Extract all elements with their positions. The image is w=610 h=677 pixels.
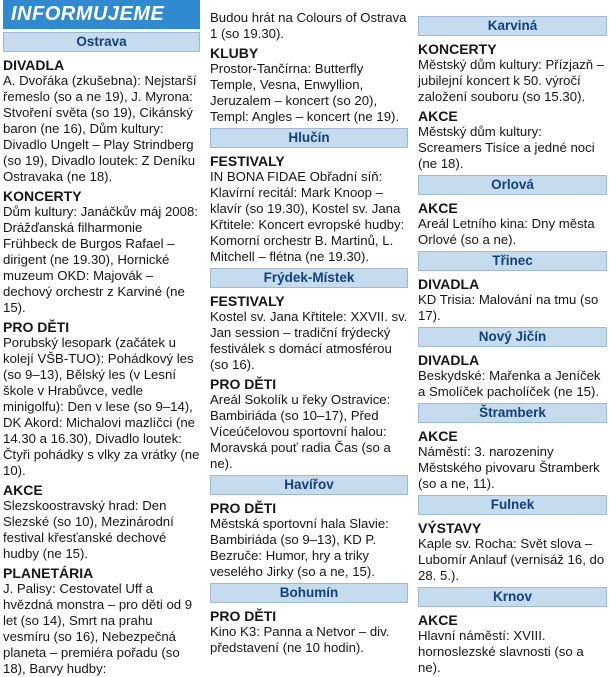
city-header-ostrava: Ostrava: [3, 32, 200, 52]
listing-text: IN BONA FIDAE Obřadní síň: Klavírní recitál: Mark Knoop – klavír (so 19.30), Kostel sv. Jana Křtitele: Koncert evropské hudby: Komorní orchestr B. Martinů, L. Mitchell – flétna (ne 19.30).: [210, 169, 405, 264]
listing-text: Kostel sv. Jana Křtitele: XXVII. sv. Jan session – tradiční frýdecký festiválek s domácí atmosférou (so 16).: [210, 309, 408, 372]
category-heading: PRO DĚTI: [210, 376, 277, 392]
city-header-havirov: Havířov: [210, 475, 408, 495]
category-heading: PRO DĚTI: [210, 608, 277, 624]
listing-text: Slezskoostravský hrad: Den Slezské (so 10), Mezinárodní festival křesťanské dechové hudby (ne 15).: [3, 498, 174, 561]
category-heading: FESTIVALY: [210, 153, 285, 169]
city-header-trinec: Třinec: [418, 251, 607, 271]
listing-text: Kaple sv. Rocha: Svět slova – Lubomír Anlauf (vernisáž 16, do 28. 5.).: [418, 536, 605, 583]
listing-continuation: Budou hrát na Colours of Ostrava 1 (so 19.30).: [210, 10, 407, 41]
category-heading: AKCE: [3, 482, 43, 498]
listing-text: Areál Letního kina: Dny města Orlové (so a ne).: [418, 216, 595, 247]
listing-text: Městská sportovní hala Slavie: Bambiriáda (so 9–13), KD P. Bezruče: Humor, hry a triky veselého Jirky (so a ne, 15).: [210, 516, 389, 579]
category-heading: DIVADLA: [418, 276, 480, 292]
category-heading: AKCE: [418, 428, 458, 444]
city-header-frydek-mistek: Frýdek-Místek: [210, 268, 408, 288]
city-header-bohumin: Bohumín: [210, 583, 408, 603]
listing-text: Kino K3: Panna a Netvor – div. představení (ne 10 hodin).: [210, 624, 390, 655]
city-header-novy-jicin: Nový Jičín: [418, 327, 607, 347]
city-header-fulnek: Fulnek: [418, 495, 607, 515]
category-heading: PRO DĚTI: [3, 319, 70, 335]
listing-text: KD Trisia: Malování na tmu (so 17).: [418, 292, 599, 323]
listing-text: Prostor-Tančírna: Butterfly Temple, Vesna, Enwyllion, Jeruzalem – koncert (so 20), Templ: Angles – koncert (ne 19).: [210, 61, 400, 124]
listing-text: J. Palisy: Cestovatel Uff a hvězdná monstra – pro děti od 9 let (so 14), Smrt na prahu vesmíru (so 16), Nebezpečná planeta – premiéra pořadu (so 18), Barvy hudby:: [3, 581, 193, 676]
column-3: [418, 0, 607, 676]
category-heading: KLUBY: [210, 45, 259, 61]
category-heading: DIVADLA: [3, 57, 65, 73]
column-2: [210, 0, 408, 656]
category-heading: KONCERTY: [418, 41, 497, 57]
listing-text: A. Dvořáka (zkušebna): Nejstarší řemeslo (so a ne 19), J. Myrona: Stvoření světa (so 19), Cikánský baron (ne 16), Dům kultury: Divadlo Ungelt – Play Strindberg (so 19), Divadlo loutek: Z Deníku Ostravaka (ne 18).: [3, 73, 197, 184]
category-heading: AKCE: [418, 200, 458, 216]
listing-text: Beskydské: Mařenka a Jeníček a Smolíček pacholíček (ne 15).: [418, 368, 601, 399]
category-heading: FESTIVALY: [210, 293, 285, 309]
banner-title: INFORMUJEME: [3, 0, 200, 29]
city-header-stramberk: Štramberk: [418, 403, 607, 423]
listing-text: Hlavní náměstí: XVIII. hornoslezské slavnosti (so a ne).: [418, 628, 584, 675]
category-heading: AKCE: [418, 612, 458, 628]
listing-text: Porubský lesopark (začátek u kolejí VŠB-TUO): Pohádkový les (so 9–13), Bělský les (v Lesní škole v Hrabůvce, vedle minigolfu): Den v lese (so 9–14), DK Akord: Michalovi mazlíčci (ne 14.30 a 16.30), Divadlo loutek: Čtyři pohádky s vlky za vrátky (ne 10).: [3, 335, 200, 478]
city-header-karvina: Karviná: [418, 16, 607, 36]
listing-text: Areál Sokolík u řeky Ostravice: Bambiriáda (so 10–17), Před Víceúčelovou sportovní halou: Moravská pouť radia Čas (so a ne).: [210, 392, 391, 471]
column-1: [3, 0, 200, 677]
category-heading: DIVADLA: [418, 352, 480, 368]
category-heading: PLANETÁRIA: [3, 565, 94, 581]
category-heading: PRO DĚTI: [210, 500, 277, 516]
city-header-hlucin: Hlučín: [210, 128, 408, 148]
listing-text: Městský dům kultury: Screamers Tisíce a jedné noci (ne 18).: [418, 124, 595, 171]
category-heading: AKCE: [418, 108, 458, 124]
category-heading: KONCERTY: [3, 188, 82, 204]
listing-text: Dům kultury: Janáčkův máj 2008: Drážďanská filharmonie Frühbeck de Burgos Rafael – dirigent (ne 19.30), Hornické muzeum OKD: Majovák – dechový orchestr z Karviné (ne 15).: [3, 204, 198, 315]
category-heading: VÝSTAVY: [418, 520, 482, 536]
city-header-krnov: Krnov: [418, 587, 607, 607]
listing-text: Městský dům kultury: Přízjazň – jubilejní koncert k 50. výročí založení souboru (so 15.30).: [418, 57, 605, 104]
city-header-orlova: Orlová: [418, 175, 607, 195]
listing-text: Náměstí: 3. narozeniny Městského pivovaru Štramberk (so a ne, 11).: [418, 444, 600, 491]
